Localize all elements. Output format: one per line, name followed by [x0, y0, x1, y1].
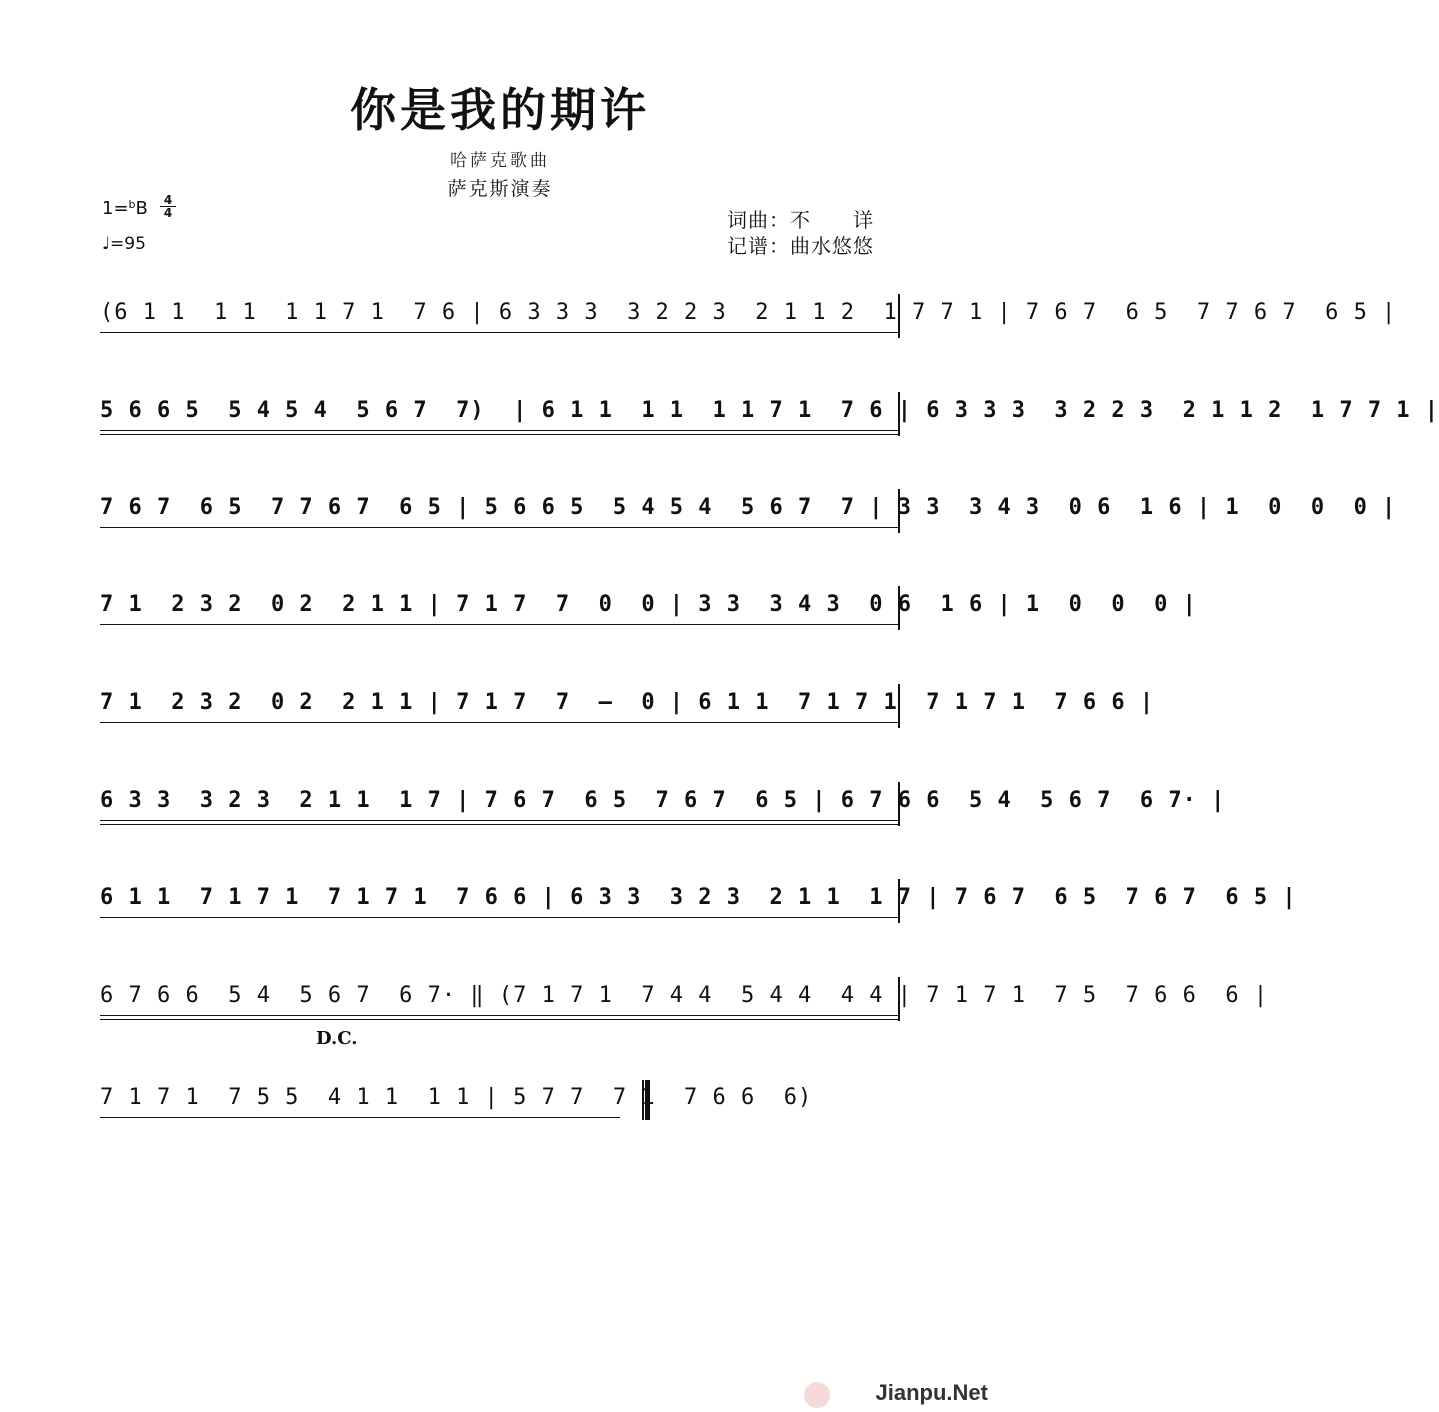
bar-line — [898, 586, 900, 630]
duration-underline — [100, 430, 900, 431]
credits — [727, 207, 874, 259]
duration-underline — [100, 1015, 900, 1016]
score-line-6 — [100, 782, 1226, 840]
tempo-marking: ♩=95 — [102, 234, 146, 254]
bar-line — [898, 782, 900, 826]
song-subtitle: 哈萨克歌曲 — [450, 151, 550, 171]
watermark: Jianpu.Net — [875, 1380, 988, 1405]
score-line-9 — [100, 1079, 813, 1137]
score-line-notes: (6 1 1 1 1 1 1 7 1 7 6 | 6 3 3 3 3 2 2 3 2 1 1 2 1 7 7 1 | 7 6 7 6 5 7 7 6 7 6 5 | — [100, 300, 1397, 325]
final-barline — [642, 1080, 650, 1120]
time-signature-bottom: 4 — [160, 206, 176, 219]
score-line-8 — [100, 977, 1269, 1035]
score-line-1 — [100, 294, 1397, 352]
duration-underline — [100, 1117, 620, 1118]
time-signature — [160, 194, 176, 219]
duration-underline-double — [100, 824, 900, 825]
time-signature-top: 4 — [163, 193, 173, 207]
score-line-notes: 7 1 2 3 2 0 2 2 1 1 | 7 1 7 7 0 0 | 3 3 3 4 3 0 6 1 6 | 1 0 0 0 | — [100, 592, 1197, 617]
score-line-notes: 6 7 6 6 5 4 5 6 7 6 7· ‖ (7 1 7 1 7 4 4 5 4 4 4 4 | 7 1 7 1 7 5 7 6 6 6 | — [100, 983, 1269, 1008]
dc-marking: D.C. — [316, 1028, 358, 1049]
score-line-4 — [100, 586, 1197, 644]
duration-underline — [100, 820, 900, 821]
score-line-7 — [100, 879, 1297, 937]
duration-underline — [100, 332, 900, 333]
score-line-notes: 7 6 7 6 5 7 7 6 7 6 5 | 5 6 6 5 5 4 5 4 5 6 7 7 | 3 3 3 4 3 0 6 1 6 | 1 0 0 0 | — [100, 495, 1397, 520]
credit-transcriber: 记谱：曲水悠悠 — [727, 234, 874, 258]
duration-underline — [100, 527, 900, 528]
song-title: 你是我的期许 — [350, 83, 650, 137]
flat-sign: b — [128, 198, 136, 211]
key-note: B — [135, 198, 148, 219]
key-signature — [102, 198, 148, 219]
key-prefix: 1= — [102, 198, 129, 219]
duration-underline-double — [100, 1019, 900, 1020]
duration-underline — [100, 624, 900, 625]
bar-line — [898, 392, 900, 436]
score-line-notes: 7 1 7 1 7 5 5 4 1 1 1 1 | 5 7 7 7 1 7 6 6 6) — [100, 1085, 813, 1110]
score-line-2 — [100, 392, 1439, 450]
bar-line — [898, 879, 900, 923]
score-line-notes: 6 3 3 3 2 3 2 1 1 1 7 | 7 6 7 6 5 7 6 7 6 5 | 6 7 6 6 5 4 5 6 7 6 7· | — [100, 788, 1226, 813]
bar-line — [898, 489, 900, 533]
score-line-3 — [100, 489, 1397, 547]
credit-lyrics-music: 词曲：不 详 — [727, 208, 874, 232]
performer-label: 萨克斯演奏 — [447, 178, 553, 200]
duration-underline-double — [100, 434, 900, 435]
bar-line — [898, 977, 900, 1021]
watermark-logo-icon — [804, 1382, 830, 1408]
score-line-notes: 7 1 2 3 2 0 2 2 1 1 | 7 1 7 7 – 0 | 6 1 1 7 1 7 1 7 1 7 1 7 6 6 | — [100, 690, 1155, 715]
duration-underline — [100, 722, 900, 723]
bar-line — [898, 294, 900, 338]
duration-underline — [100, 917, 900, 918]
bar-line — [898, 684, 900, 728]
score-line-notes: 6 1 1 7 1 7 1 7 1 7 1 7 6 6 | 6 3 3 3 2 3 2 1 1 1 7 | 7 6 7 6 5 7 6 7 6 5 | — [100, 885, 1297, 910]
score-line-notes: 5 6 6 5 5 4 5 4 5 6 7 7) | 6 1 1 1 1 1 1 7 1 7 6 | 6 3 3 3 3 2 2 3 2 1 1 2 1 7 7 1 | — [100, 398, 1439, 423]
score-line-5 — [100, 684, 1155, 742]
